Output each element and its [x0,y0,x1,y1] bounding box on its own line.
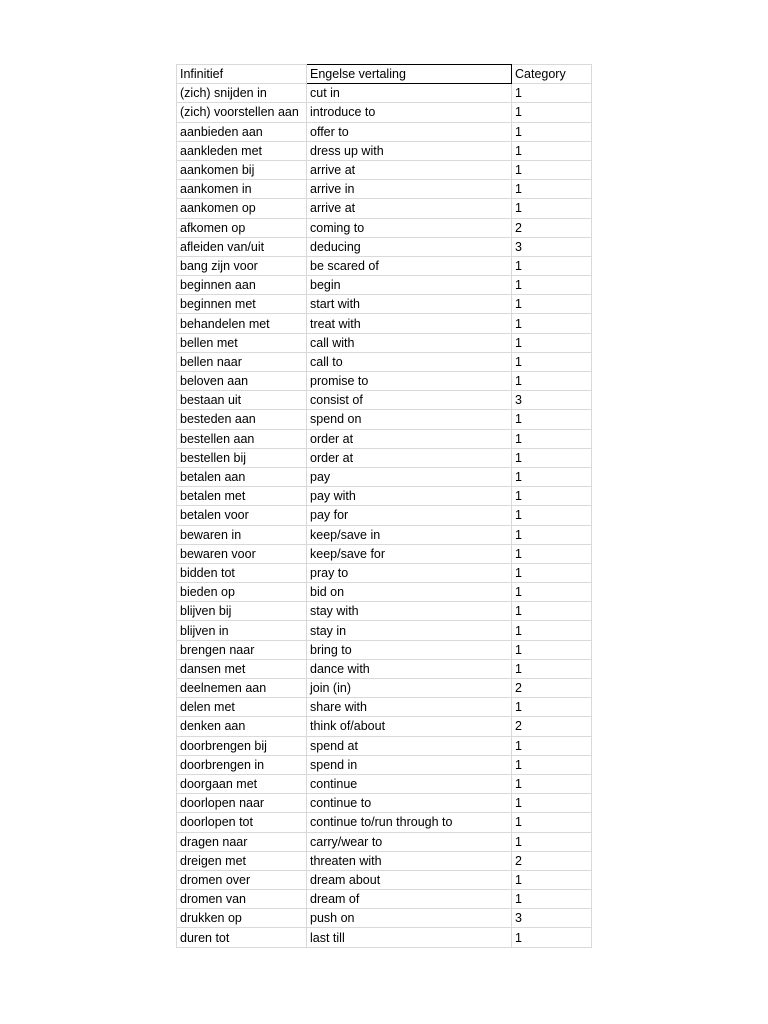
cell-infinitief[interactable]: betalen met [177,487,307,506]
spreadsheet-table [176,64,592,948]
cell-category[interactable]: 1 [512,352,592,371]
cell-vertaling[interactable]: dream of [307,890,512,909]
cell-vertaling[interactable]: call to [307,352,512,371]
table-row [177,122,592,141]
cell-vertaling[interactable]: arrive at [307,199,512,218]
cell-category[interactable]: 1 [512,659,592,678]
table-row [177,103,592,122]
cell-infinitief[interactable]: bieden op [177,583,307,602]
cell-category[interactable]: 1 [512,122,592,141]
table-row [177,640,592,659]
table-row [177,256,592,275]
table-row [177,774,592,793]
cell-infinitief[interactable]: bidden tot [177,563,307,582]
table-row [177,909,592,928]
table-row [177,755,592,774]
cell-category[interactable]: 1 [512,487,592,506]
header-cell-infinitief[interactable]: Infinitief [177,65,307,84]
cell-infinitief[interactable]: doorbrengen bij [177,736,307,755]
cell-vertaling[interactable]: call with [307,333,512,352]
cell-vertaling[interactable]: pray to [307,563,512,582]
cell-category[interactable]: 3 [512,237,592,256]
table-row [177,372,592,391]
cell-infinitief[interactable]: betalen aan [177,467,307,486]
table-row [177,237,592,256]
cell-infinitief[interactable]: aankomen op [177,199,307,218]
cell-category[interactable]: 1 [512,160,592,179]
cell-category[interactable]: 1 [512,755,592,774]
table-row [177,391,592,410]
header-cell-engelse-vertaling[interactable]: Engelse vertaling [307,65,512,84]
table-row [177,832,592,851]
cell-infinitief[interactable]: betalen voor [177,506,307,525]
cell-vertaling[interactable]: be scared of [307,256,512,275]
cell-vertaling[interactable]: continue to [307,794,512,813]
cell-infinitief[interactable]: bang zijn voor [177,256,307,275]
cell-category[interactable]: 1 [512,813,592,832]
cell-infinitief[interactable]: beginnen aan [177,276,307,295]
cell-vertaling[interactable]: introduce to [307,103,512,122]
cell-infinitief[interactable]: dansen met [177,659,307,678]
cell-category[interactable]: 1 [512,621,592,640]
cell-category[interactable]: 1 [512,928,592,947]
table-row [177,487,592,506]
cell-infinitief[interactable]: doorbrengen in [177,755,307,774]
table-row [177,813,592,832]
cell-vertaling[interactable]: keep/save for [307,544,512,563]
table-row [177,890,592,909]
cell-vertaling[interactable]: pay for [307,506,512,525]
table-row [177,141,592,160]
table-row [177,429,592,448]
cell-vertaling[interactable]: continue [307,774,512,793]
cell-infinitief[interactable]: brengen naar [177,640,307,659]
header-cell-category[interactable]: Category [512,65,592,84]
cell-infinitief[interactable]: behandelen met [177,314,307,333]
cell-vertaling[interactable]: treat with [307,314,512,333]
table-row [177,659,592,678]
table-row [177,199,592,218]
cell-vertaling[interactable]: push on [307,909,512,928]
cell-vertaling[interactable]: stay in [307,621,512,640]
table-row [177,698,592,717]
cell-vertaling[interactable]: order at [307,429,512,448]
table-row [177,352,592,371]
cell-vertaling[interactable]: start with [307,295,512,314]
cell-infinitief[interactable]: bellen naar [177,352,307,371]
cell-category[interactable]: 1 [512,832,592,851]
table-row [177,448,592,467]
cell-infinitief[interactable]: aanbieden aan [177,122,307,141]
cell-category[interactable]: 2 [512,851,592,870]
cell-category[interactable]: 3 [512,909,592,928]
cell-category[interactable]: 1 [512,736,592,755]
cell-vertaling[interactable]: coming to [307,218,512,237]
cell-vertaling[interactable]: bid on [307,583,512,602]
cell-vertaling[interactable]: offer to [307,122,512,141]
cell-vertaling[interactable]: dream about [307,870,512,889]
cell-vertaling[interactable]: arrive in [307,180,512,199]
table-row [177,333,592,352]
cell-infinitief[interactable]: beloven aan [177,372,307,391]
cell-category[interactable]: 1 [512,544,592,563]
cell-infinitief[interactable]: doorgaan met [177,774,307,793]
cell-infinitief[interactable]: blijven bij [177,602,307,621]
cell-infinitief[interactable]: beginnen met [177,295,307,314]
cell-category[interactable]: 1 [512,890,592,909]
table-row [177,544,592,563]
cell-infinitief[interactable]: aankleden met [177,141,307,160]
table-row [177,602,592,621]
cell-infinitief[interactable]: aankomen in [177,180,307,199]
cell-infinitief[interactable]: dromen van [177,890,307,909]
cell-infinitief[interactable]: doorlopen tot [177,813,307,832]
cell-vertaling[interactable]: last till [307,928,512,947]
cell-infinitief[interactable]: delen met [177,698,307,717]
cell-category[interactable]: 1 [512,314,592,333]
cell-category[interactable]: 1 [512,429,592,448]
cell-vertaling[interactable]: continue to/run through to [307,813,512,832]
cell-infinitief[interactable]: drukken op [177,909,307,928]
table-row [177,679,592,698]
cell-vertaling[interactable]: bring to [307,640,512,659]
cell-category[interactable]: 1 [512,199,592,218]
cell-category[interactable]: 3 [512,391,592,410]
cell-category[interactable]: 1 [512,583,592,602]
cell-infinitief[interactable]: afleiden van/uit [177,237,307,256]
cell-infinitief[interactable]: denken aan [177,717,307,736]
cell-infinitief[interactable]: bellen met [177,333,307,352]
cell-vertaling[interactable]: keep/save in [307,525,512,544]
cell-infinitief[interactable]: bewaren voor [177,544,307,563]
table-row [177,621,592,640]
cell-infinitief[interactable]: bewaren in [177,525,307,544]
table-row [177,295,592,314]
cell-category[interactable]: 1 [512,333,592,352]
cell-infinitief[interactable]: dromen over [177,870,307,889]
cell-vertaling[interactable]: order at [307,448,512,467]
cell-vertaling[interactable]: consist of [307,391,512,410]
cell-category[interactable]: 1 [512,640,592,659]
table-row [177,84,592,103]
table-row [177,583,592,602]
cell-vertaling[interactable]: dress up with [307,141,512,160]
cell-vertaling[interactable]: cut in [307,84,512,103]
table-row [177,180,592,199]
cell-category[interactable]: 1 [512,141,592,160]
cell-infinitief[interactable]: besteden aan [177,410,307,429]
cell-category[interactable]: 1 [512,276,592,295]
cell-category[interactable]: 2 [512,218,592,237]
table-row [177,218,592,237]
cell-infinitief[interactable]: duren tot [177,928,307,947]
table-row [177,870,592,889]
cell-infinitief[interactable]: bestellen aan [177,429,307,448]
table-row [177,794,592,813]
cell-category[interactable]: 1 [512,602,592,621]
cell-category[interactable]: 1 [512,103,592,122]
cell-category[interactable]: 1 [512,870,592,889]
table-row [177,851,592,870]
table-row [177,525,592,544]
table-row [177,160,592,179]
cell-category[interactable]: 1 [512,410,592,429]
cell-vertaling[interactable]: share with [307,698,512,717]
cell-vertaling[interactable]: join (in) [307,679,512,698]
cell-vertaling[interactable]: begin [307,276,512,295]
cell-category[interactable]: 1 [512,467,592,486]
cell-vertaling[interactable]: spend on [307,410,512,429]
cell-vertaling[interactable]: dance with [307,659,512,678]
table-row [177,467,592,486]
cell-vertaling[interactable]: think of/about [307,717,512,736]
table-row [177,736,592,755]
table-row [177,276,592,295]
cell-category[interactable]: 1 [512,794,592,813]
cell-infinitief[interactable]: doorlopen naar [177,794,307,813]
cell-infinitief[interactable]: bestaan uit [177,391,307,410]
cell-category[interactable]: 1 [512,256,592,275]
cell-infinitief[interactable]: bestellen bij [177,448,307,467]
cell-infinitief[interactable]: deelnemen aan [177,679,307,698]
cell-vertaling[interactable]: spend in [307,755,512,774]
cell-category[interactable]: 1 [512,506,592,525]
table-row [177,410,592,429]
cell-vertaling[interactable]: arrive at [307,160,512,179]
cell-infinitief[interactable]: dreigen met [177,851,307,870]
cell-category[interactable]: 1 [512,180,592,199]
cell-category[interactable]: 1 [512,698,592,717]
cell-category[interactable]: 1 [512,563,592,582]
cell-vertaling[interactable]: stay with [307,602,512,621]
table-row [177,928,592,947]
cell-category[interactable]: 1 [512,295,592,314]
cell-infinitief[interactable]: dragen naar [177,832,307,851]
table-row [177,314,592,333]
table-row [177,563,592,582]
cell-category[interactable]: 1 [512,448,592,467]
cell-infinitief[interactable]: (zich) snijden in [177,84,307,103]
cell-vertaling[interactable]: deducing [307,237,512,256]
cell-vertaling[interactable]: threaten with [307,851,512,870]
cell-infinitief[interactable]: (zich) voorstellen aan [177,103,307,122]
cell-infinitief[interactable]: aankomen bij [177,160,307,179]
cell-category[interactable]: 1 [512,372,592,391]
cell-vertaling[interactable]: carry/wear to [307,832,512,851]
cell-vertaling[interactable]: pay [307,467,512,486]
table-row [177,717,592,736]
cell-category[interactable]: 2 [512,679,592,698]
cell-vertaling[interactable]: pay with [307,487,512,506]
cell-infinitief[interactable]: blijven in [177,621,307,640]
table-row [177,506,592,525]
cell-category[interactable]: 1 [512,84,592,103]
cell-category[interactable]: 1 [512,774,592,793]
header-row [177,65,592,84]
cell-infinitief[interactable]: afkomen op [177,218,307,237]
cell-category[interactable]: 2 [512,717,592,736]
cell-vertaling[interactable]: spend at [307,736,512,755]
cell-category[interactable]: 1 [512,525,592,544]
cell-vertaling[interactable]: promise to [307,372,512,391]
